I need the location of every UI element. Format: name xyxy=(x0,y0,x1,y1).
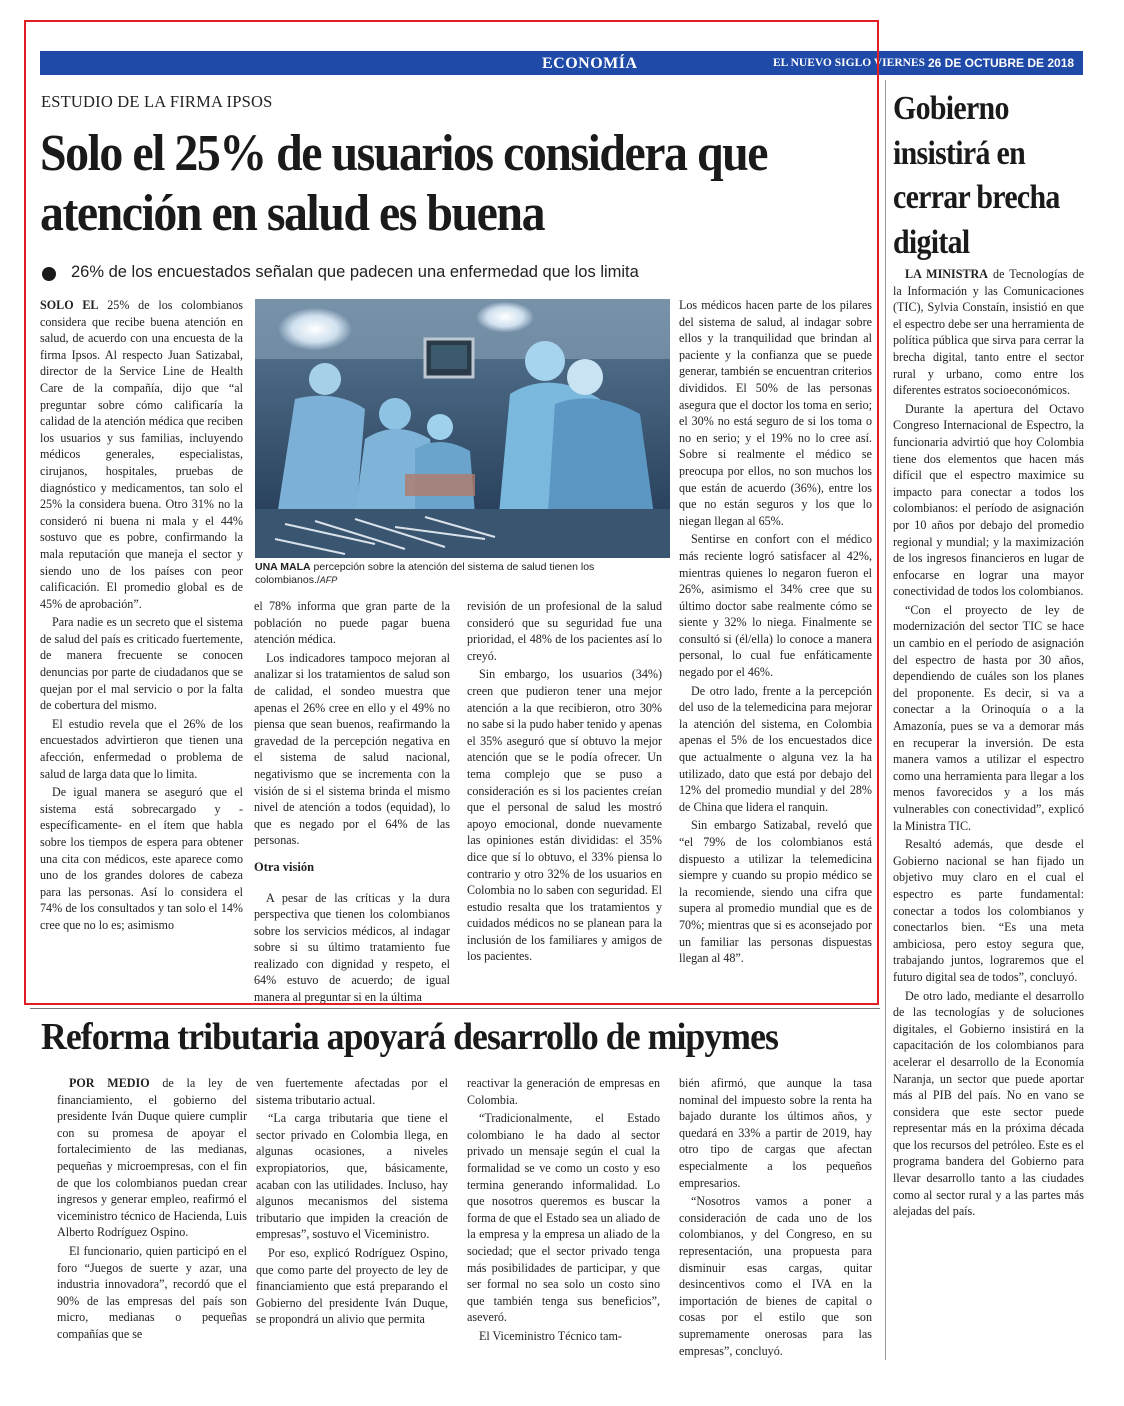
subheading-otra-vision: Otra visión xyxy=(254,859,315,874)
issue-date: 26 DE OCTUBRE DE 2018 xyxy=(928,56,1075,70)
article-headline: Solo el 25% de usuarios considera que atención en salud es buena xyxy=(40,125,768,242)
photo-caption: UNA MALA percepción sobre la atención del sistema de salud tienen los colombianos./AFP xyxy=(255,561,595,586)
article-divider xyxy=(30,1008,880,1009)
reforma-column-2: ven fuertemente afectadas por el sistema tributario actual. “La carga tributaria que tiene el sector privado en Colombia llega, en algunas ocasiones, a niveles expropiatorios, que, básicamente, acaban con las utilidades. Incluso, hay algunos mecanismos del sistema tributario que impiden la creación de empresas”, sostuvo el Viceministro. Por eso, explicó Rodríguez Ospino, que como parte del proyecto de ley de financiamiento que está preparando el Gobierno del presidente Iván Duque, se propondrá un alivio que permita xyxy=(256,1076,448,1327)
main-column-2: el 78% informa que gran parte de la población no puede pagar buena atención médica. Los indicadores tampoco mejoran al analizar si los tratamientos de salud son de calidad, el sondeo muestra que apenas el 26% cree en ello y el 49% no piensa que sean buenos, reafirmando la gravedad de la percepción negativa en el sistema de salud nacional, negativismo que se incrementa con la visión de si el sistema brinda el mismo nivel de atención a todos (equidad), lo que es negado por el 64% de las personas. Otra visión A pesar de las críticas y la dura perspectiva que tienen los colombianos sobre los servicios médicos, al indagar sobre si su último tratamiento fue realizado con dignidad y respeto, el 64% estuvo de acuerdo; de igual manera al preguntar si en la última xyxy=(254,599,450,1005)
article-subheadline: 26% de los encuestados señalan que padecen una enfermedad que los limita xyxy=(71,263,639,281)
main-column-1: SOLO EL 25% de los colombianos considera que recibe buena atención en salud, de acuerdo con una encuesta de la firma Ipsos. Al respecto Juan Satizabal, director de la Service Line de Health Care de la compañía, dijo que “al preguntar sobre cómo calificaría la calidad de la atención médica que reciben los usuarios y sus familias, incluyendo médicos generales, especialistas, cirujanos, hospitales, pruebas de diagnóstico y medicamentos, tan solo el 25% la considera buena. Otro 31% no la consideró ni buena ni mala y el 44% sostuvo que es pobre, confirmando la mala reputación que maneja el sector y siendo uno de los países con peor calificación. El promedio global es de 45% de aprobación”. Para nadie es un secreto que el sistema de salud del país es criticado fuertemente, de manera frecuente se conocen denuncias por parte de ciudadanos que se quejan por el mal servicio o por la falta de cobertura del mismo. El estudio revela que el 26% de los encuestados advirtieron que tienen una afección, enfermedad o problema de salud de larga data que lo limita. De igual manera se aseguró que el sistema está sobrecargado y -específicamente- en el ítem que habla sobre los tiempos de espera para obtener una cita con médicos, este aparece como uno de los grandes dolores de cabeza para las personas. Así lo considera el 74% de los consultados y tan solo el 14% cree que no lo es; asimismo xyxy=(40,298,244,932)
main-column-3: revisión de un profesional de la salud consideró que su seguridad fue una prioridad, el 48% de los pacientes así lo creyó. Sin embargo, los usuarios (34%) creen que pudieron tener una mejor atención a la que recibieron, otro 30% no sabe si la pudo haber tenido y apenas el 35% aseguró que sí obtuvo la mejor atención que se le podía ofrecer. Un tema complejo que se puso a consideración es si los pacientes creían que el personal de salud les mostró apoyo emocional, donde nuevamente las opiniones están divididas: el 35% dice que sí lo obtuvo, el 33% piensa lo contrario y otro 32% de los usuarios en Colombia no lo saben con seguridad. El estudio resalta que los tratamientos y cuidados médicos no se planean para la inclusión de los familiares y amigos de los pacientes. xyxy=(467,599,662,964)
reforma-column-1: POR MEDIO de la ley de financiamiento, el gobierno del presidente Iván Duque quiere cumplir con su promesa de apoyar el fortalecimiento de las medianas, pequeñas y microempresas, con el fin de que los colombianos puedan crear ingresos y generar empleo, reafirmó el viceministro técnico de Hacienda, Luis Alberto Rodríguez Ospino. El funcionario, quien participó en el foro “Juegos de suerte y azar, una industria innovadora”, recordó que el 90% de las empresas del país son micro, medianas o pequeñas compañías que se xyxy=(57,1076,247,1341)
reforma-headline: Reforma tributaria apoyará desarrollo de mipymes xyxy=(41,1016,778,1058)
sidebar-headline: Gobierno insistirá en cerrar brecha digital xyxy=(893,90,1060,261)
page-number: 7B xyxy=(1096,52,1120,72)
section-name: ECONOMÍA xyxy=(542,55,638,72)
reforma-column-4: bién afirmó, que aunque la tasa nominal del impuesto sobre la renta ha bajado durante los últimos años, y quedará en 33% a partir de 2019, hay otro tipo de cargas que afectan especialmente a los pequeños empresarios. “Nosotros vamos a poner a consideración de cada uno de los colombianos, y del Congreso, en su representación, una propuesta para disminuir esas cargas, quitar desincentivos como el IVA en la importación de bienes de capital o cosas por el estilo que son supremamente onerosas para las empresas”, concluyó. xyxy=(679,1076,872,1358)
newspaper-name: EL NUEVO SIGLO VIERNES xyxy=(773,57,926,69)
reforma-column-3: reactivar la generación de empresas en Colombia. “Tradicionalmente, el Estado colombiano le ha dado al sector privado un mensaje según el cual la formalidad se ve como un costo y eso termina generando informalidad. Lo que nosotros queremos es buscar la forma de que el Estado sea un aliado de la empresa y la empresa un aliado de la sociedad; que el sector privado tenga más posibilidades de participar, y que ser formal no sea solo un costo sino que también tenga sus beneficios”, aseveró. El Viceministro Técnico tam- xyxy=(467,1076,660,1343)
main-column-4: Los médicos hacen parte de los pilares del sistema de salud, al indagar sobre ellos y la tranquilidad que brindan al paciente y la confianza que se puede generar, también se encuentran criterios divididos. El 50% de las personas asegura que el doctor los toma en serio; el 30% no está seguro de si los toma o no en serio; y el 19% no lo cree así. Sobre si realmente el médico se preocupa por ellos, no son muchos los que están de acuerdo (36%), entre los que no están seguros y los que lo niegan llegan al 65%. Sentirse en confort con el médico más reciente logró satisfacer al 42%, mientras quienes lo negaron fueron el 26%, asimismo el 34% cree que su último doctor sabe realmente cómo se siente y 32% lo niega. Finalmente se consultó si (él/ella) lo conoce a manera personal, lo cual fue enfáticamente negado por el 46%. De otro lado, frente a la percepción del uso de la telemedicina para mejorar la atención del sistema, en Colombia apenas el 5% de los encuestados dice que actualmente o alguna vez la ha utilizado, dato que está por debajo del 12% del promedio mundial y del 28% de China que lidera el ranquin. Sin embargo Satizabal, reveló que “el 79% de los colombianos está dispuesto a utilizar la telemedicina siempre y cuando su propio médico se la recomiende, siendo una cifra que supera al promedio mundial que es de 70%; mientras que si es aconsejado por un familiar las personas dispuestas llegan al 48”. xyxy=(679,298,872,966)
highlight-frame xyxy=(24,20,879,1005)
article-kicker: ESTUDIO DE LA FIRMA IPSOS xyxy=(41,92,273,111)
sidebar-article-body: LA MINISTRA de Tecnologías de la Información y las Comunicaciones (TIC), Sylvia Constaín, insistió en que el espectro debe ser una herramienta de política pública que sirva para cerrar la brecha digital, tanto entre el sector rural y urbano, como entre los diferentes estratos socioeconómicos. Durante la apertura del Octavo Congreso Internacional de Espectro, la funcionaria advirtió que hoy Colombia tiene dos elementos que hacen más difícil que el espectro maximice su impacto para conectar a todos los colombianos: el período de asignación por 10 años por debajo del promedio regional y mundial; y la maximización de los ingresos financieros en lugar de enfocarse en lograr una mayor conectividad de todos los colombianos. “Con el proyecto de ley de modernización del sector TIC se hace un cambio en el período de asignación del espectro de hasta por 30 años, dependiendo de cuáles son los planes del proponente. Es decir, si va a conectar a la Orinoquía o a la Amazonía, pues se va a demorar más en recuperar la inversión. De esta manera vamos a utilizar el espectro como una herramienta para llegar a los menos favorecidos y a los más vulnerables con conectividad”, explicó la Ministra TIC. Resaltó además, que desde el Gobierno nacional se han fijado un objetivo muy claro en el cual el espectro es parte fundamental: conectar a todos los colombianos y conectarlos bien. “Es una meta ambiciosa, pero estoy segura que, trabajando juntos, lograremos que el futuro digital sea de todos”, concluyó. De otro lado, mediante el desarrollo de las tecnologías y de soluciones digitales, el Gobierno insistirá en la capacitación de los colombianos para acelerar el desarrollo de la Economía Naranja, un sector que puede aportar más al PIB del país. No en vano se considera que este sector puede representar más en la próxima década que los recursos del petróleo. Este es el programa bandera del Gobierno para llevar desarrollo tanto a las ciudades como al sector rural y a las partes más alejadas del país. xyxy=(893,267,1084,1219)
column-divider xyxy=(885,80,886,1360)
